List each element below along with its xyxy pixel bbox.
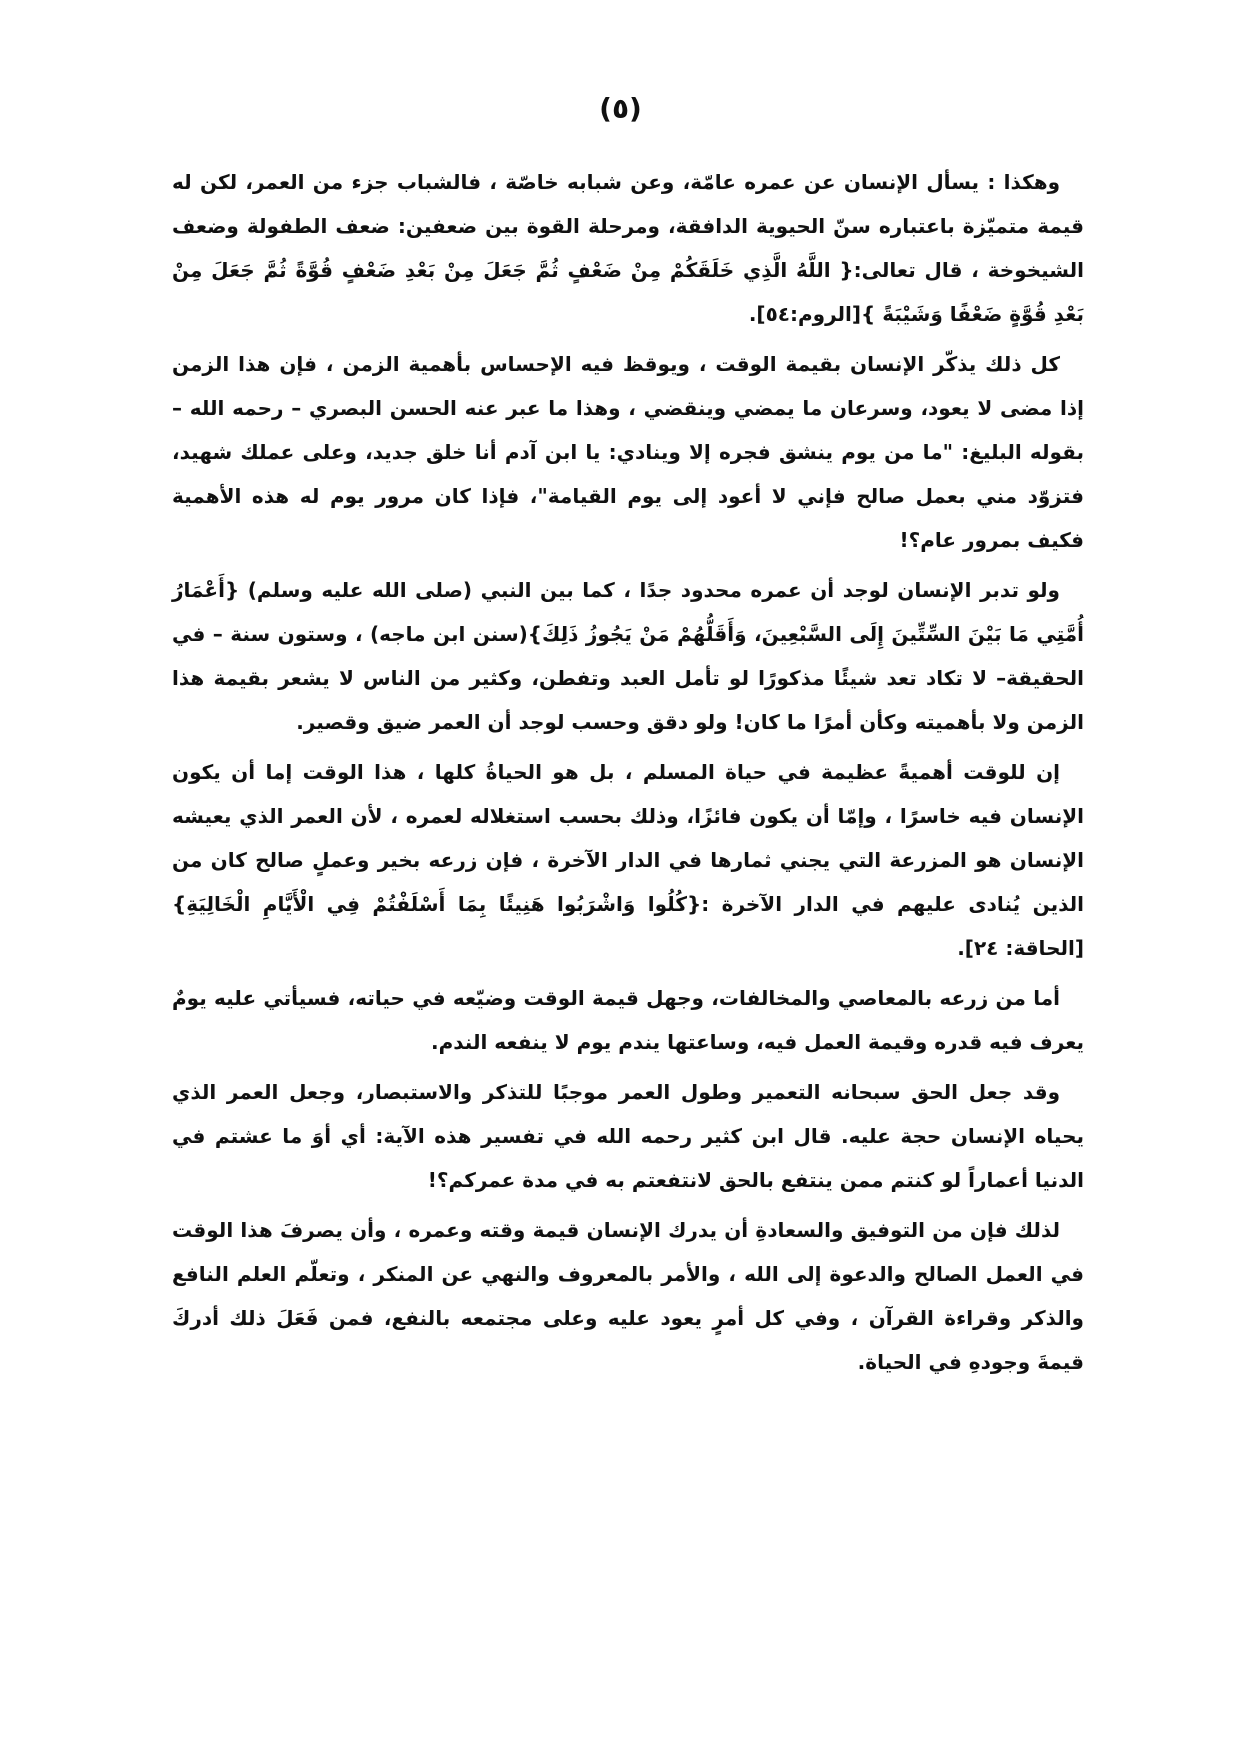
paragraph-importance-of-time: إن للوقت أهميةً عظيمة في حياة المسلم ، بل هو الحياةُ كلها ، هذا الوقت إما أن يكون الإنسان فيه خاسرًا ، وإمّا أن يكون فائزًا، وذلك بحسب استغلاله لعمره ، لأن العمر الذي يعيشه الإنسان هو المزرعة التي يجني ثمارها في الدار الآخرة ، فإن زرعه بخير وعملٍ صالح كان من الذين يُنادى عليهم في الدار الآخرة :{كُلُوا وَاشْرَبُوا هَنِيئًا بِمَا أَسْلَفْتُمْ فِي الْأَيَّامِ الْخَالِيَةِ} [الحاقة: ٢٤]. bbox=[172, 760, 1084, 960]
page-number: (٥) bbox=[599, 92, 642, 125]
paragraph-wasting-time: أما من زرعه بالمعاصي والمخالفات، وجهل قيمة الوقت وضيّعه في حياته، فسيأتي عليه يومٌ يعرف فيه قدره وقيمة العمل فيه، وساعتها يندم يوم لا ينفعه الندم. bbox=[172, 986, 1084, 1054]
paragraph-limited-life: ولو تدبر الإنسان لوجد أن عمره محدود جدًا ، كما بين النبي (صلى الله عليه وسلم) {أَعْمَارُ أُمَّتِي مَا بَيْنَ السِّتِّينَ إِلَى السَّبْعِينَ، وَأَقَلُّهُمْ مَنْ يَجُوزُ ذَلِكَ}(سنن ابن ماجه) ، وستون سنة – في الحقيقة– لا تكاد تعد شيئًا مذكورًا لو تأمل العبد وتفطن، وكثير من الناس لا يشعر بقيمة هذا الزمن ولا بأهميته وكأن أمرًا ما كان! ولو دقق وحسب لوجد أن العمر ضيق وقصير. bbox=[172, 578, 1084, 734]
paragraph-value-of-time: كل ذلك يذكّر الإنسان بقيمة الوقت ، ويوقظ فيه الإحساس بأهمية الزمن ، فإن هذا الزمن إذا مضى لا يعود، وسرعان ما يمضي وينقضي ، وهذا ما عبر عنه الحسن البصري – رحمه الله – بقوله البليغ: "ما من يوم ينشق فجره إلا وينادي: يا ابن آدم أنا خلق جديد، وعلى عملك شهيد، فتزوّد مني بعمل صالح فإني لا أعود إلى يوم القيامة"، فإذا كان مرور يوم له هذه الأهمية فكيف بمرور عام؟! bbox=[172, 352, 1084, 552]
page-body bbox=[172, 160, 1084, 1390]
paragraph-youth: وهكذا : يسأل الإنسان عن عمره عامّة، وعن شبابه خاصّة ، فالشباب جزء من العمر، لكن له قيمة متميّزة باعتباره سنّ الحيوية الدافقة، ومرحلة القوة بين ضعفين: ضعف الطفولة وضعف الشيخوخة ، قال تعالى:{ اللَّهُ الَّذِي خَلَقَكُمْ مِنْ ضَعْفٍ ثُمَّ جَعَلَ مِنْ بَعْدِ ضَعْفٍ قُوَّةً ثُمَّ جَعَلَ مِنْ بَعْدِ قُوَّةٍ ضَعْفًا وَشَيْبَةً }[الروم:٥٤]. bbox=[172, 170, 1084, 326]
paragraph-long-life: وقد جعل الحق سبحانه التعمير وطول العمر موجبًا للتذكر والاستبصار، وجعل العمر الذي يحياه الإنسان حجة عليه. قال ابن كثير رحمه الله في تفسير هذه الآية: أي أوَ ما عشتم في الدنيا أعماراً لو كنتم ممن ينتفع بالحق لانتفعتم به في مدة عمركم؟! bbox=[172, 1080, 1084, 1192]
paragraph-success: لذلك فإن من التوفيق والسعادةِ أن يدرك الإنسان قيمة وقته وعمره ، وأن يصرفَ هذا الوقت في العمل الصالح والدعوة إلى الله ، والأمر بالمعروف والنهي عن المنكر ، وتعلّم العلم النافع والذكر وقراءة القرآن ، وفي كل أمرٍ يعود عليه وعلى مجتمعه بالنفع، فمن فَعَلَ ذلك أدركَ قيمةَ وجودهِ في الحياة. bbox=[172, 1218, 1084, 1374]
